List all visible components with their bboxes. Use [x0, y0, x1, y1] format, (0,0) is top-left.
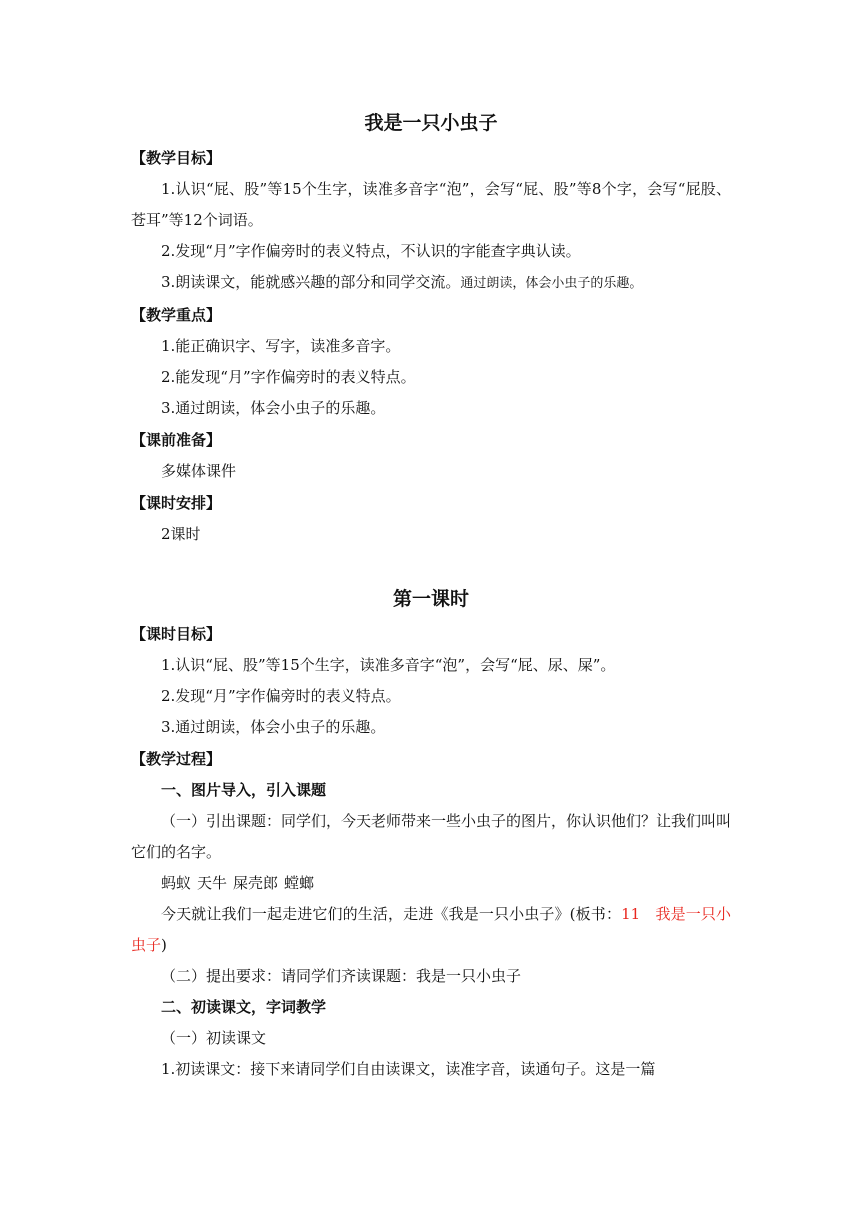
part1-lead-text: 今天就让我们一起走进它们的生活，走进《我是一只小虫子》(板书： [161, 905, 622, 923]
part1-heading: 一、图片导入，引入课题 [161, 781, 327, 799]
teaching-goal-1: 1.认识“屁、股”等15个生字，读准多音字“泡”，会写“屁、股”等8个字，会写“屁股、苍耳”等12个词语。 [131, 180, 731, 229]
document-title: 我是一只小虫子 [364, 112, 498, 134]
lesson-goal-2: 2.发现“月”字作偏旁时的表义特点。 [161, 687, 401, 705]
teaching-key-3: 3.通过朗读，体会小虫子的乐趣。 [161, 399, 386, 417]
prep-text: 多媒体课件 [161, 462, 237, 480]
teaching-key-1: 1.能正确识字、写字，读准多音字。 [161, 337, 401, 355]
teaching-goal-2: 2.发现“月”字作偏旁时的表义特点，不认识的字能查字典认读。 [161, 242, 581, 260]
board-writing: 11 我是一只小虫子 [131, 905, 731, 954]
part2-heading: 二、初读课文，字词教学 [161, 998, 327, 1016]
lesson-goal-3: 3.通过朗读，体会小虫子的乐趣。 [161, 718, 386, 736]
part2-text: 1.初读课文：接下来请同学们自由读课文，读准字音，读通句子。这是一篇 [161, 1060, 656, 1078]
prep-heading: 【课前准备】 [131, 431, 222, 449]
part1-lead [131, 899, 731, 961]
insect-word: 屎壳郎 [233, 874, 279, 892]
part2-sub: （一）初读课文 [161, 1029, 267, 1047]
schedule-heading: 【课时安排】 [131, 494, 222, 512]
insect-word: 天牛 [197, 874, 228, 892]
teaching-goal-3-small: 通过朗读，体会小虫子的乐趣。 [460, 276, 643, 291]
teaching-goals-heading: 【教学目标】 [131, 149, 222, 167]
lesson-goal-1: 1.认识“屁、股”等15个生字，读准多音字“泡”，会写“屁、尿、屎”。 [161, 656, 616, 674]
teaching-key-heading: 【教学重点】 [131, 306, 222, 324]
part1-request: （二）提出要求：请同学们齐读课题：我是一只小虫子 [161, 967, 522, 985]
document-page [131, 104, 731, 1085]
teaching-goal-3 [131, 267, 731, 299]
process-heading: 【教学过程】 [131, 750, 222, 768]
lesson-goals-heading: 【课时目标】 [131, 625, 222, 643]
teaching-key-2: 2.能发现“月”字作偏旁时的表义特点。 [161, 368, 416, 386]
insect-list [131, 868, 731, 899]
part1-intro: （一）引出课题：同学们，今天老师带来一些小虫子的图片，你认识他们？让我们叫叫它们的名字。 [131, 812, 732, 861]
part1-lead-close: ) [161, 936, 167, 954]
schedule-text: 2课时 [161, 525, 201, 543]
insect-word: 螳螂 [284, 874, 315, 892]
lesson1-title: 第一课时 [392, 588, 469, 610]
insect-word: 蚂蚁 [161, 874, 192, 892]
teaching-goal-3-main: 3.朗读课文，能就感兴趣的部分和同学交流。 [161, 273, 461, 291]
